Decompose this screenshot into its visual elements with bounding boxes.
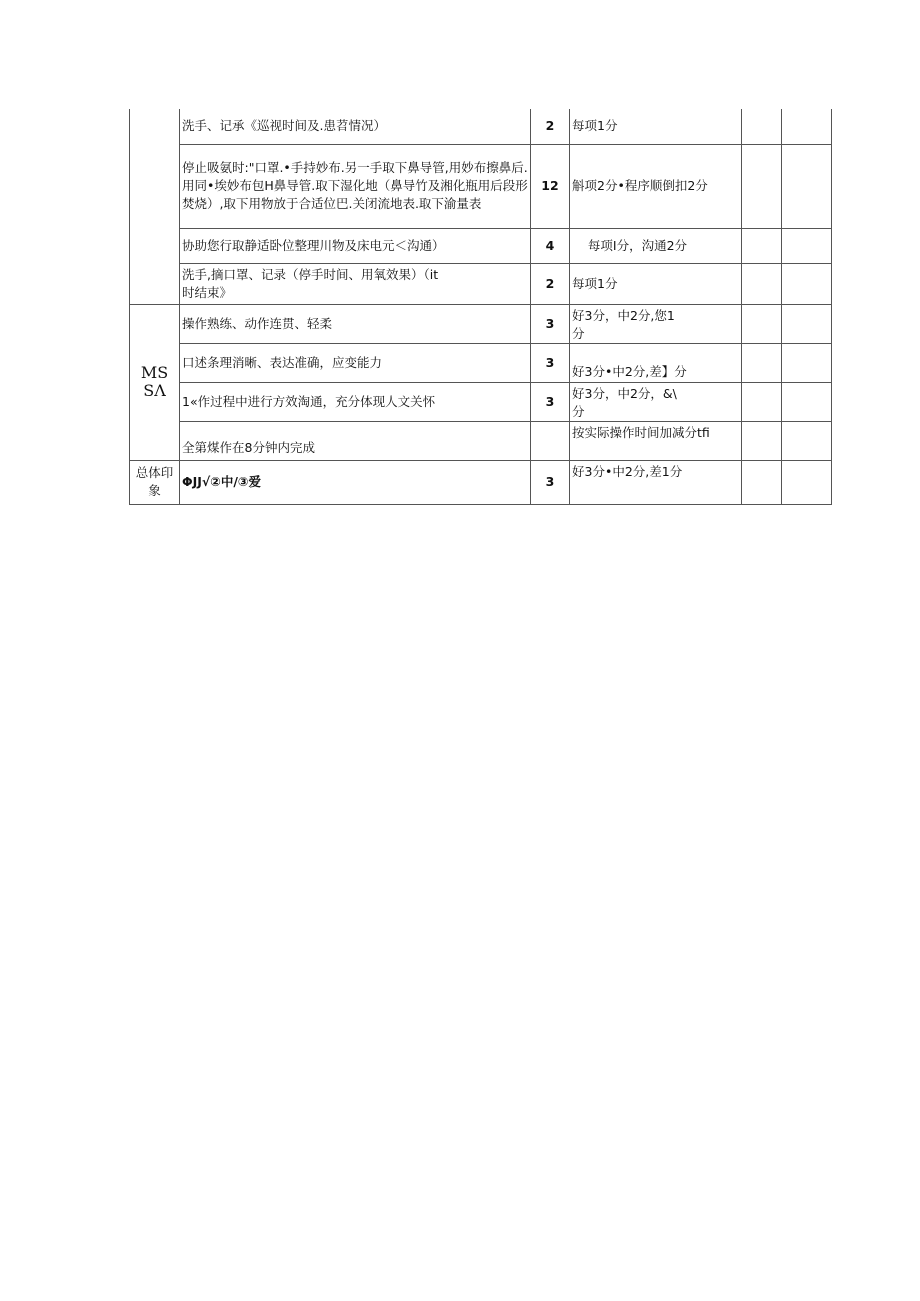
blank-cell xyxy=(742,109,782,144)
item-cell xyxy=(180,460,531,504)
criteria-cell xyxy=(570,263,742,304)
score-cell: 3 xyxy=(531,460,570,504)
criteria-text: 好3分，中2分,您1 分 xyxy=(572,307,675,341)
criteria-cell xyxy=(570,109,742,144)
table-row xyxy=(130,343,832,382)
blank-cell xyxy=(782,228,832,263)
table-row xyxy=(130,304,832,343)
criteria-text: 好3分•中2分,差1分 xyxy=(572,463,683,479)
item-text: 停止吸氨时:"口罩.•手持妙布.另一手取下鼻导管,用妙布擦鼻后.用同•埃妙布包H鼻导管.取下湿化地（鼻导竹及湘化瓶用后段形焚烧）,取下用物放于合适位巴.关闭流地表.取下渝量表 xyxy=(182,160,528,211)
item-text: 全第煤作在8分钟内完成 xyxy=(182,439,315,455)
table-row xyxy=(130,263,832,304)
criteria-cell xyxy=(570,460,742,504)
item-cell xyxy=(180,263,531,304)
item-text: 协助您行取静适卧位整理川物及床电元＜沟通） xyxy=(182,237,445,253)
blank-cell xyxy=(782,263,832,304)
table-row xyxy=(130,421,832,460)
item-text: 操作熟练、动作连贯、轻柔 xyxy=(182,315,333,331)
blank-cell xyxy=(782,109,832,144)
blank-cell xyxy=(782,382,832,421)
blank-cell xyxy=(742,421,782,460)
scoring-table xyxy=(129,109,832,505)
item-text: 1«作过程中进行方效淘通，充分体现人文关怀 xyxy=(182,393,436,409)
table-row xyxy=(130,109,832,144)
score-cell: 3 xyxy=(531,382,570,421)
item-cell xyxy=(180,228,531,263)
blank-cell xyxy=(782,343,832,382)
item-text: ΦJJ√②中/③爱 xyxy=(182,474,261,489)
criteria-text: 斛项2分•程序顺倒扣2分 xyxy=(572,178,708,193)
score-cell: 12 xyxy=(531,144,570,228)
criteria-cell xyxy=(570,304,742,343)
criteria-text: 每项1分 xyxy=(572,275,618,291)
criteria-cell xyxy=(570,421,742,460)
criteria-cell xyxy=(570,228,742,263)
blank-cell xyxy=(782,460,832,504)
item-text: 口述条理消晰、表达准确，应变能力 xyxy=(182,354,383,370)
category-cell-overall xyxy=(130,460,180,504)
category-cell-procedure xyxy=(130,109,180,304)
criteria-cell xyxy=(570,382,742,421)
blank-cell xyxy=(782,421,832,460)
item-text: 洗手,摘口罩、记录（停手时间、用氧效果）（it 时结束》 xyxy=(182,266,439,300)
blank-cell xyxy=(742,144,782,228)
table-row xyxy=(130,228,832,263)
score-cell: 4 xyxy=(531,228,570,263)
criteria-text: 按实际操作时间加减分tfi xyxy=(572,424,710,440)
blank-cell xyxy=(742,228,782,263)
score-cell: 2 xyxy=(531,109,570,144)
criteria-text: 每项1分 xyxy=(572,118,618,134)
blank-cell xyxy=(782,144,832,228)
category-label: MS SΛ xyxy=(140,363,169,400)
blank-cell xyxy=(782,304,832,343)
blank-cell xyxy=(742,304,782,343)
item-cell xyxy=(180,382,531,421)
table-row xyxy=(130,144,832,228)
category-cell-quality xyxy=(130,304,180,460)
score-cell: 3 xyxy=(531,343,570,382)
criteria-text: 每项I分，沟通2分 xyxy=(572,237,688,253)
criteria-cell xyxy=(570,343,742,382)
item-cell xyxy=(180,144,531,228)
table-row xyxy=(130,382,832,421)
category-label: 总体印 象 xyxy=(135,465,174,498)
item-cell xyxy=(180,304,531,343)
item-cell xyxy=(180,343,531,382)
score-cell: 2 xyxy=(531,263,570,304)
blank-cell xyxy=(742,460,782,504)
item-text: 洗手、记承《巡视时间及.患苕情况） xyxy=(182,118,386,134)
item-cell xyxy=(180,109,531,144)
criteria-text: 好3分•中2分,差】分 xyxy=(572,363,687,379)
blank-cell xyxy=(742,382,782,421)
score-cell: 3 xyxy=(531,304,570,343)
criteria-cell xyxy=(570,144,742,228)
score-cell xyxy=(531,421,570,460)
item-cell xyxy=(180,421,531,460)
criteria-text: 好3分，中2分，&\ 分 xyxy=(572,385,677,419)
blank-cell xyxy=(742,343,782,382)
blank-cell xyxy=(742,263,782,304)
table-row xyxy=(130,460,832,504)
